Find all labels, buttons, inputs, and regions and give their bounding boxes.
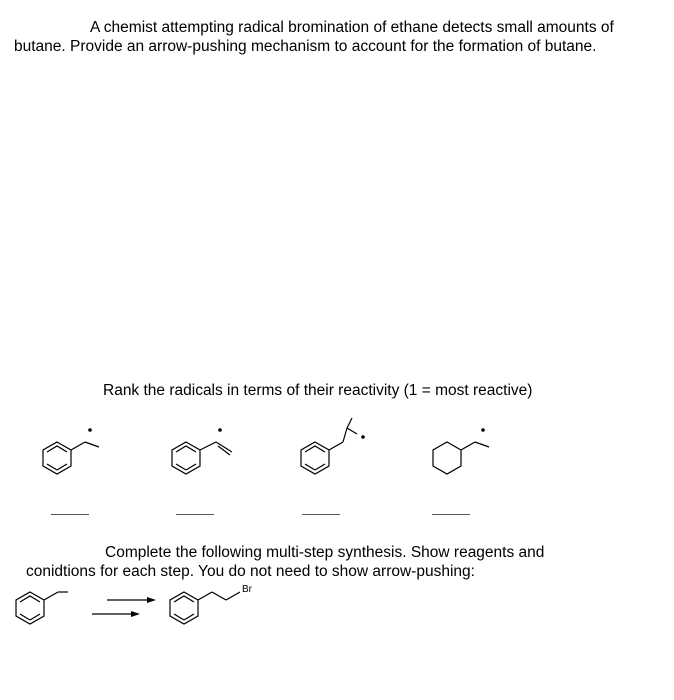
radical-4-structure [433,442,489,474]
radical-3-structure [301,418,357,474]
rank-blank-3[interactable] [302,514,340,515]
radical-1-structure [43,442,99,474]
question-3-line-1: Complete the following multi-step synthesis. Show reagents and [105,544,545,561]
rank-blank-1[interactable] [51,514,89,515]
question-3-line-2: conidtions for each step. You do not need to show arrow-pushing: [26,563,475,580]
radical-2-structure [172,442,232,474]
question-2-text: Rank the radicals in terms of their reactivity (1 = most reactive) [103,382,533,399]
rank-blank-4[interactable] [432,514,470,515]
radical-2-dot [218,428,222,432]
synthesis-arrows [92,597,156,617]
radical-1-dot [88,428,92,432]
product-br-label: Br [242,584,252,595]
question-1-text: A chemist attempting radical bromination of ethane detects small amounts of butane. Provide an arrow-pushing mechanism to account for the formation of butane. [14,19,614,55]
radical-3-dot [361,435,365,439]
starting-material-structure [16,592,68,624]
product-structure [170,592,240,624]
radical-4-dot [481,428,485,432]
rank-blank-2[interactable] [176,514,214,515]
